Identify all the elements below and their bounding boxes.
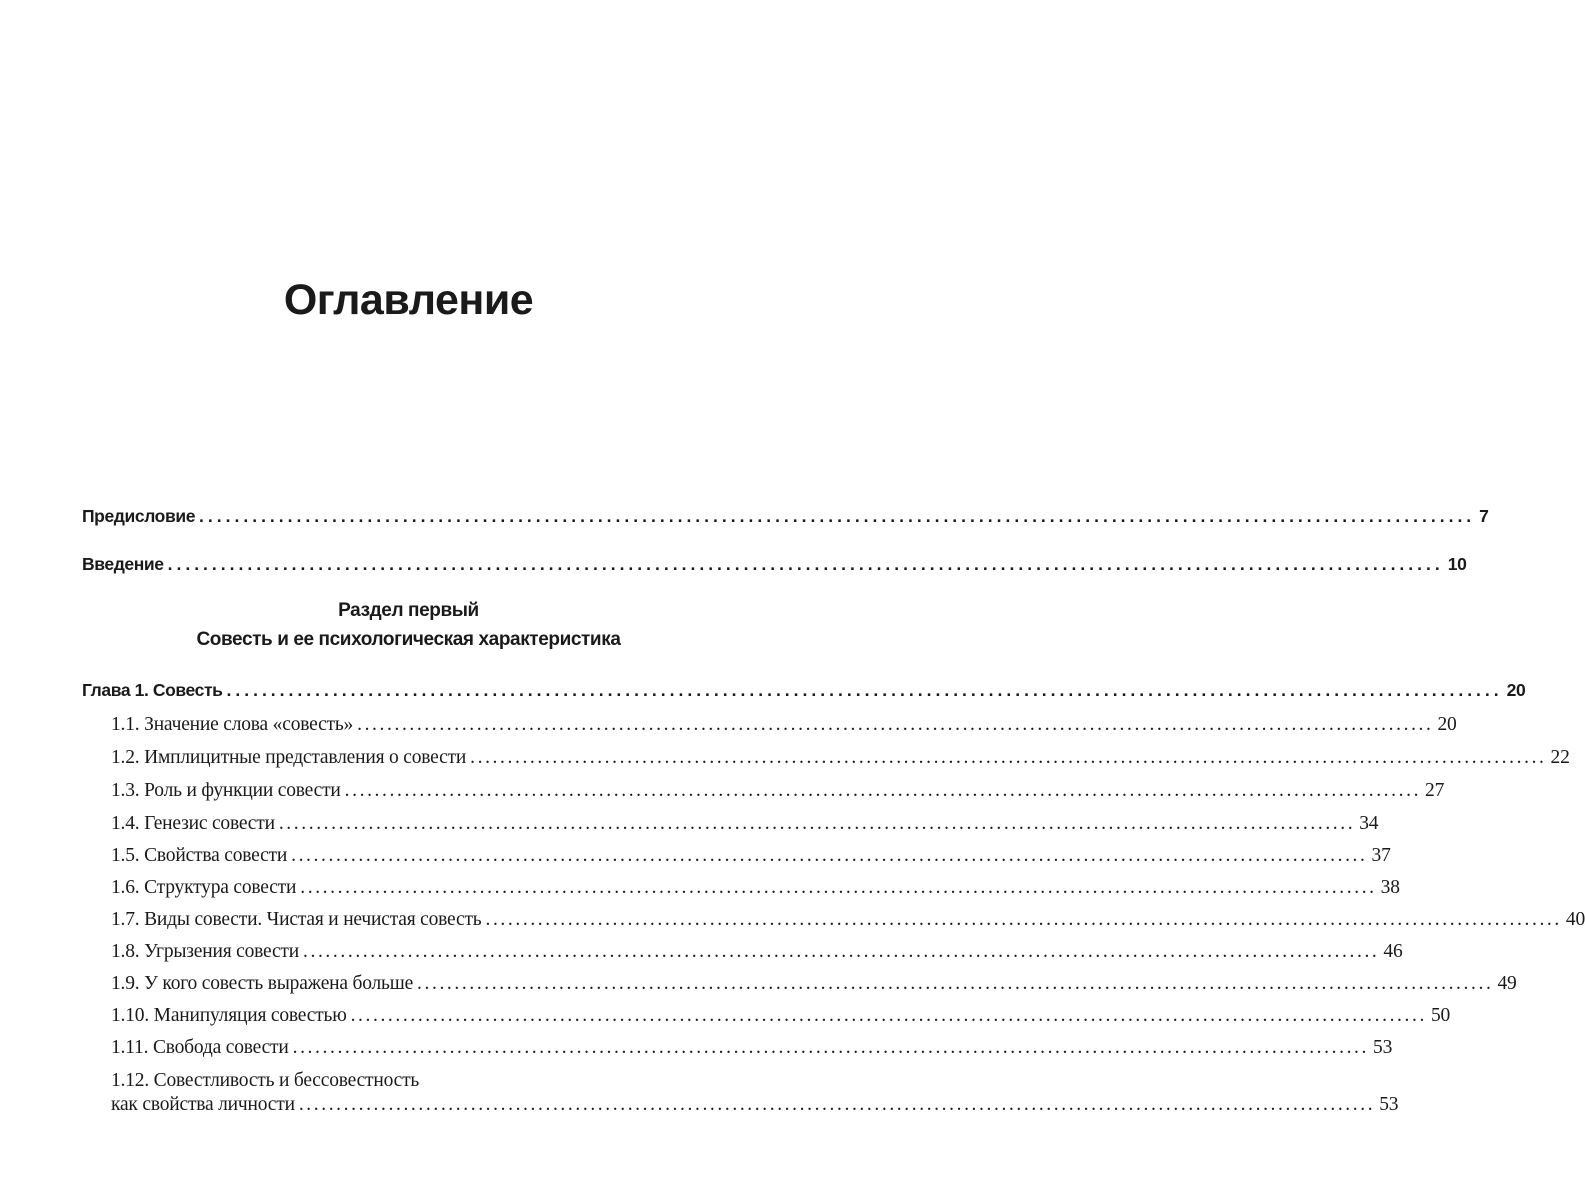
dot-leader: ................................................................................................................................................	[292, 1037, 1370, 1058]
toc-entry-preface[interactable]	[82, 506, 1489, 527]
toc-entry-label: 1.11. Свобода совести	[111, 1037, 289, 1058]
toc-entry-page: 37	[1371, 845, 1391, 866]
toc-entry-page: 22	[1550, 747, 1570, 768]
toc-entry-1-12[interactable]	[111, 1094, 1399, 1116]
dot-leader: ................................................................................................................................................	[417, 973, 1494, 994]
toc-entry-label: 1.9. У кого совесть выражена больше	[111, 973, 414, 994]
toc-entry-1-5[interactable]	[111, 845, 1391, 867]
toc-entry-page: 20	[1437, 714, 1457, 735]
toc-entry-label: 1.1. Значение слова «совесть»	[111, 714, 354, 735]
toc-entry-label: Глава 1. Совесть	[82, 680, 223, 700]
dot-leader: ................................................................................................................................................	[303, 941, 1380, 962]
toc-entry-1-9[interactable]	[111, 973, 1517, 995]
toc-entry-1-11[interactable]	[111, 1037, 1393, 1059]
dot-leader: ................................................................................................................................................	[470, 747, 1547, 768]
toc-entry-label: 1.3. Роль и функции совести	[111, 780, 341, 801]
page-title: Оглавление	[283, 276, 534, 324]
toc-entry-1-3[interactable]	[111, 780, 1445, 802]
dot-leader: ................................................................................................................................................	[350, 1005, 1427, 1026]
toc-entry-label: 1.10. Манипуляция совестью	[111, 1005, 347, 1026]
dot-leader: ................................................................................................................................................	[226, 680, 1503, 700]
dot-leader: ................................................................................................................................................	[357, 714, 1434, 735]
toc-entry-label: 1.2. Имплицитные представления о совести	[111, 747, 467, 768]
toc-entry-1-4[interactable]	[111, 813, 1379, 835]
toc-entry-label: 1.6. Структура совести	[111, 877, 297, 898]
toc-entry-1-12-line1[interactable]: 1.12. Совестливость и бессовестность	[111, 1070, 420, 1091]
toc-entry-page: 38	[1380, 877, 1400, 898]
toc-entry-page: 7	[1479, 506, 1489, 526]
toc-entry-page: 10	[1447, 554, 1467, 574]
toc-entry-label: Введение	[82, 554, 164, 574]
toc-entry-1-6[interactable]	[111, 877, 1400, 899]
section-heading-title: Совесть и ее психологическая характеристика	[196, 629, 621, 650]
dot-leader: ................................................................................................................................................	[300, 877, 1377, 898]
toc-entry-page: 46	[1383, 941, 1403, 962]
toc-entry-page: 50	[1430, 1005, 1451, 1026]
toc-entry-page: 53	[1379, 1094, 1399, 1115]
dot-leader: ................................................................................................................................................	[278, 813, 1356, 834]
toc-entry-label: 1.7. Виды совести. Чистая и нечистая совесть	[111, 909, 482, 930]
toc-entry-1-10[interactable]	[111, 1005, 1451, 1027]
toc-entry-page: 27	[1425, 780, 1445, 801]
dot-leader: ................................................................................................................................................	[298, 1094, 1376, 1115]
dot-leader: ................................................................................................................................................	[167, 554, 1444, 574]
toc-entry-chapter-1[interactable]	[82, 680, 1526, 701]
toc-entry-introduction[interactable]	[82, 554, 1467, 575]
toc-entry-page: 34	[1359, 813, 1379, 834]
toc-entry-1-2[interactable]	[111, 747, 1570, 769]
dot-leader: ................................................................................................................................................	[291, 845, 1368, 866]
toc-entry-page: 49	[1497, 973, 1517, 994]
toc-entry-page: 20	[1506, 680, 1526, 700]
toc-entry-label: Предисловие	[82, 506, 196, 526]
dot-leader: ................................................................................................................................................	[199, 506, 1476, 526]
dot-leader: ................................................................................................................................................	[344, 780, 1422, 801]
dot-leader: ................................................................................................................................................	[485, 909, 1562, 930]
section-heading-number: Раздел первый	[338, 600, 479, 621]
toc-entry-label: 1.5. Свойства совести	[111, 845, 288, 866]
toc-entry-label: 1.4. Генезис совести	[111, 813, 275, 834]
toc-entry-1-1[interactable]	[111, 714, 1457, 736]
toc-entry-1-8[interactable]	[111, 941, 1403, 963]
toc-entry-label: как свойства личности	[111, 1094, 295, 1115]
toc-entry-label: 1.8. Угрызения совести	[111, 941, 299, 962]
toc-entry-page: 40	[1565, 909, 1585, 930]
toc-entry-1-7[interactable]	[111, 909, 1585, 931]
toc-entry-page: 53	[1373, 1037, 1393, 1058]
